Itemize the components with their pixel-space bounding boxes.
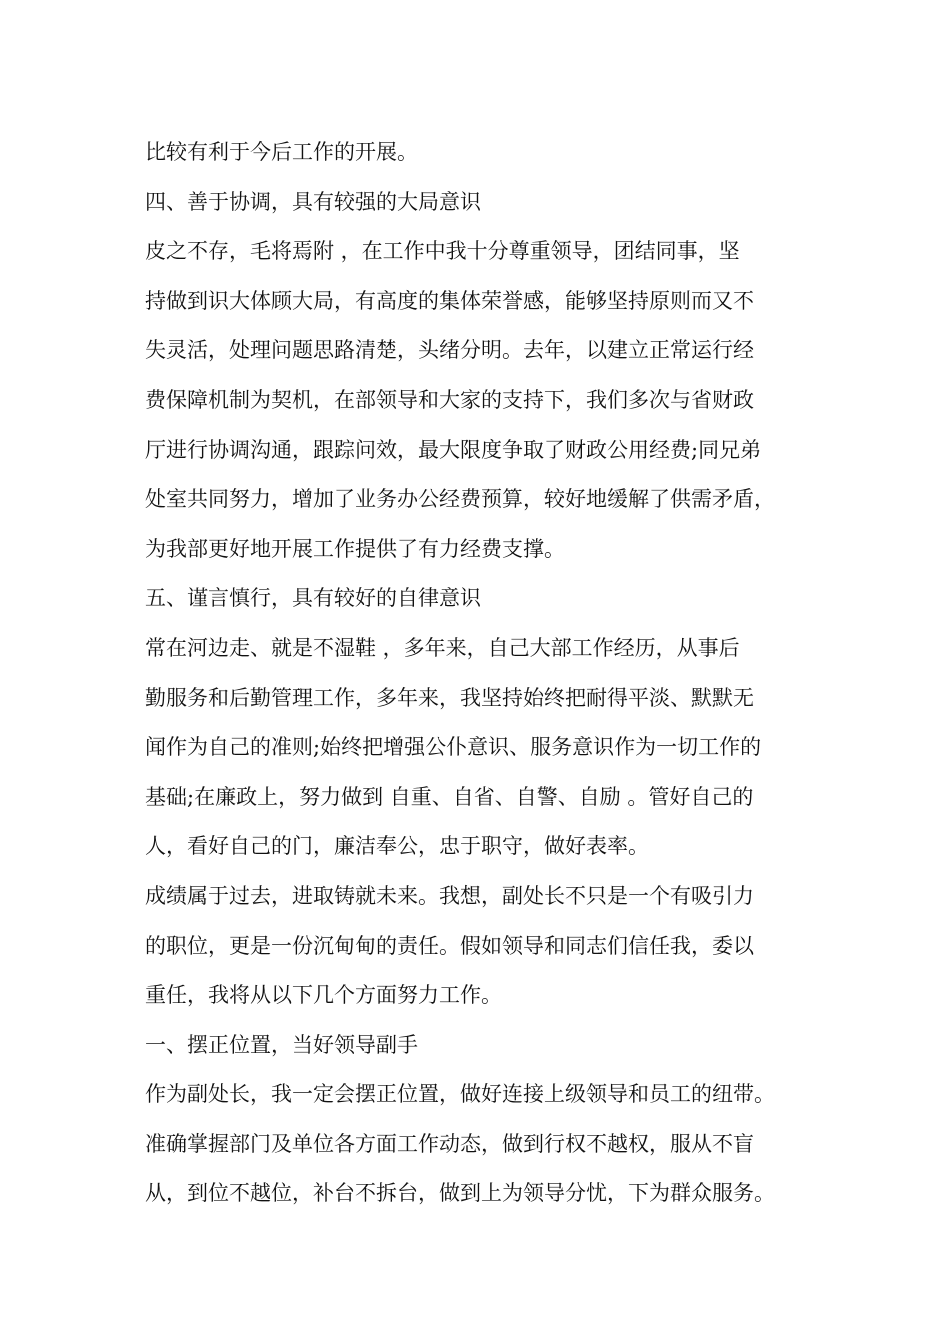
text-line: 费保障机制为契机，在部领导和大家的支持下，我们多次与省财政 [145,387,754,412]
text-line: 为我部更好地开展工作提供了有力经费支撑。 [145,536,565,561]
text-line: 闻作为自己的准则;始终把增强公仆意识、服务意识作为一切工作的 [145,735,762,760]
text-line: 成绩属于过去，进取铸就未来。我想，副处长不只是一个有吸引力 [145,883,754,908]
document-body [145,128,835,1219]
text-line: 失灵活，处理问题思路清楚，头绪分明。去年，以建立正常运行经 [145,338,754,363]
text-line: 持做到识大体顾大局，有高度的集体荣誉感，能够坚持原则而又不 [145,288,754,313]
text-line: 勤服务和后勤管理工作，多年来，我坚持始终把耐得平淡、默默无 [145,685,754,710]
text-line: 处室共同努力，增加了业务办公经费预算，较好地缓解了供需矛盾， [145,487,775,512]
text-line: 常在河边走、就是不湿鞋 ，多年来，自己大部工作经历，从事后 [145,635,740,660]
text-line: 基础;在廉政上，努力做到 自重、自省、自警、自励 。管好自己的 [145,784,754,809]
section-heading: 一、摆正位置，当好领导副手 [145,1032,418,1057]
text-line: 从，到位不越位，补台不拆台，做到上为领导分忧，下为群众服务。 [145,1181,775,1206]
text-line: 重任，我将从以下几个方面努力工作。 [145,983,502,1008]
section-heading: 四、善于协调，具有较强的大局意识 [145,189,481,214]
text-line: 厅进行协调沟通，跟踪问效，最大限度争取了财政公用经费;同兄弟 [145,437,762,462]
text-line: 作为副处长，我一定会摆正位置，做好连接上级领导和员工的纽带。 [145,1082,775,1107]
text-line: 皮之不存，毛将焉附 ，在工作中我十分尊重领导，团结同事，坚 [145,239,740,264]
text-line: 人，看好自己的门，廉洁奉公，忠于职守，做好表率。 [145,834,649,859]
text-line: 比较有利于今后工作的开展。 [145,140,418,164]
text-line: 准确掌握部门及单位各方面工作动态，做到行权不越权，服从不盲 [145,1131,754,1156]
text-line: 的职位，更是一份沉甸甸的责任。假如领导和同志们信任我，委以 [145,933,754,958]
section-heading: 五、谨言慎行，具有较好的自律意识 [145,586,481,611]
